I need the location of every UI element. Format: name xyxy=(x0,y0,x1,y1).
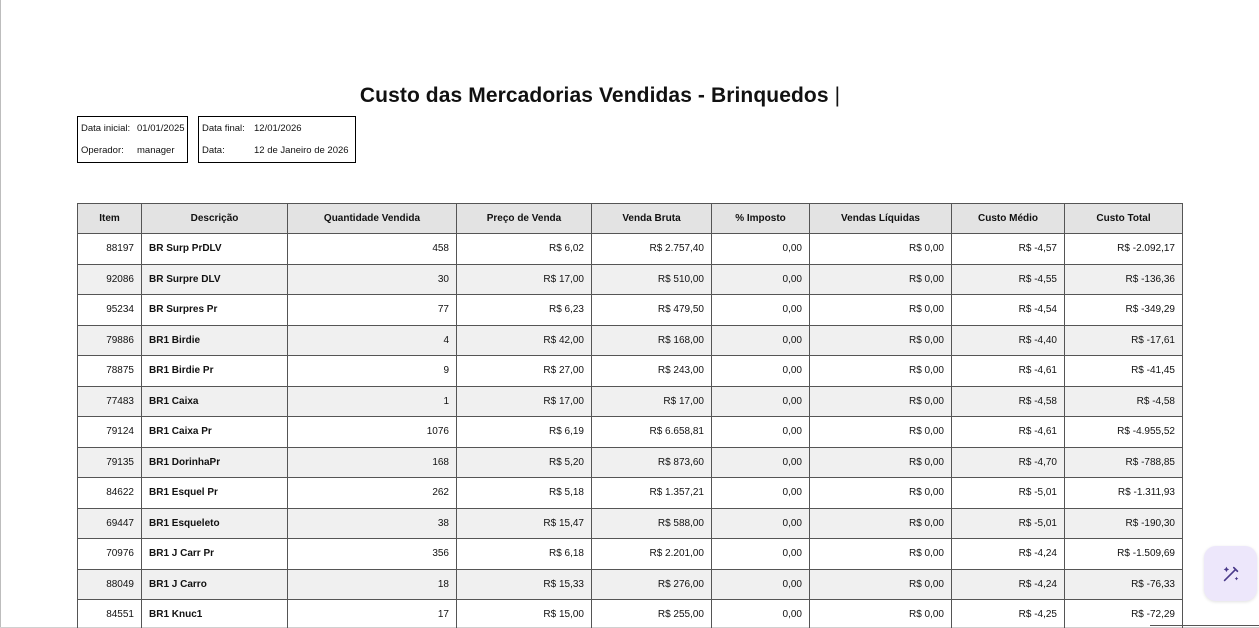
avg-cost-cell: R$ -4,58 xyxy=(952,386,1065,417)
net-sales-cell: R$ 0,00 xyxy=(810,478,952,509)
avg-cost-cell: R$ -4,40 xyxy=(952,325,1065,356)
price-cell: R$ 6,23 xyxy=(457,295,592,326)
table-row xyxy=(78,539,1183,570)
edit-fab-button[interactable] xyxy=(1204,546,1257,601)
total-cost-cell: R$ -72,29 xyxy=(1065,600,1183,628)
description-cell: BR1 Knuc1 xyxy=(142,600,288,628)
description-cell: BR1 Esqueleto xyxy=(142,508,288,539)
data-inicial-label: Data inicial: xyxy=(81,123,131,134)
table-row xyxy=(78,569,1183,600)
column-header: Quantidade Vendida xyxy=(288,204,457,234)
description-cell: BR1 Caixa xyxy=(142,386,288,417)
net-sales-cell: R$ 0,00 xyxy=(810,386,952,417)
column-header: Vendas Líquidas xyxy=(810,204,952,234)
item-cell: 77483 xyxy=(78,386,142,417)
column-header: Custo Médio xyxy=(952,204,1065,234)
report-table xyxy=(77,203,1183,628)
tax-cell: 0,00 xyxy=(712,478,810,509)
item-cell: 84551 xyxy=(78,600,142,628)
description-cell: BR1 DorinhaPr xyxy=(142,447,288,478)
report-title xyxy=(0,84,1200,108)
report-title-text: Custo das Mercadorias Vendidas - Brinquedos xyxy=(359,84,829,107)
item-cell: 78875 xyxy=(78,356,142,387)
item-cell: 95234 xyxy=(78,295,142,326)
gross-sales-cell: R$ 2.757,40 xyxy=(592,234,712,265)
quantity-cell: 18 xyxy=(288,569,457,600)
tax-cell: 0,00 xyxy=(712,295,810,326)
net-sales-cell: R$ 0,00 xyxy=(810,600,952,628)
avg-cost-cell: R$ -4,70 xyxy=(952,447,1065,478)
total-cost-cell: R$ -788,85 xyxy=(1065,447,1183,478)
description-cell: BR Surpre DLV xyxy=(142,264,288,295)
net-sales-cell: R$ 0,00 xyxy=(810,447,952,478)
price-cell: R$ 6,19 xyxy=(457,417,592,448)
avg-cost-cell: R$ -4,54 xyxy=(952,295,1065,326)
operador-value: manager xyxy=(137,145,175,156)
item-cell: 92086 xyxy=(78,264,142,295)
price-cell: R$ 5,18 xyxy=(457,478,592,509)
tax-cell: 0,00 xyxy=(712,325,810,356)
total-cost-cell: R$ -2.092,17 xyxy=(1065,234,1183,265)
tax-cell: 0,00 xyxy=(712,417,810,448)
description-cell: BR1 Caixa Pr xyxy=(142,417,288,448)
net-sales-cell: R$ 0,00 xyxy=(810,417,952,448)
item-cell: 70976 xyxy=(78,539,142,570)
table-row xyxy=(78,508,1183,539)
table-row xyxy=(78,600,1183,628)
tax-cell: 0,00 xyxy=(712,234,810,265)
wand-sparkle-icon xyxy=(1220,563,1242,585)
avg-cost-cell: R$ -5,01 xyxy=(952,508,1065,539)
total-cost-cell: R$ -76,33 xyxy=(1065,569,1183,600)
gross-sales-cell: R$ 1.357,21 xyxy=(592,478,712,509)
quantity-cell: 30 xyxy=(288,264,457,295)
gross-sales-cell: R$ 873,60 xyxy=(592,447,712,478)
data-inicial-value: 01/01/2025 xyxy=(137,123,185,134)
price-cell: R$ 27,00 xyxy=(457,356,592,387)
table-row xyxy=(78,447,1183,478)
column-header: Custo Total xyxy=(1065,204,1183,234)
column-header: Descrição xyxy=(142,204,288,234)
item-cell: 88049 xyxy=(78,569,142,600)
avg-cost-cell: R$ -4,55 xyxy=(952,264,1065,295)
quantity-cell: 1 xyxy=(288,386,457,417)
data-value: 12 de Janeiro de 2026 xyxy=(254,145,349,156)
gross-sales-cell: R$ 168,00 xyxy=(592,325,712,356)
tax-cell: 0,00 xyxy=(712,264,810,295)
description-cell: BR1 Birdie xyxy=(142,325,288,356)
gross-sales-cell: R$ 2.201,00 xyxy=(592,539,712,570)
tax-cell: 0,00 xyxy=(712,569,810,600)
avg-cost-cell: R$ -4,24 xyxy=(952,569,1065,600)
tax-cell: 0,00 xyxy=(712,508,810,539)
text-cursor: | xyxy=(834,84,841,107)
price-cell: R$ 6,02 xyxy=(457,234,592,265)
table-body xyxy=(78,234,1183,628)
table-row xyxy=(78,325,1183,356)
table-row xyxy=(78,386,1183,417)
price-cell: R$ 15,47 xyxy=(457,508,592,539)
price-cell: R$ 15,33 xyxy=(457,569,592,600)
description-cell: BR1 J Carro xyxy=(142,569,288,600)
avg-cost-cell: R$ -4,24 xyxy=(952,539,1065,570)
table-row xyxy=(78,264,1183,295)
price-cell: R$ 17,00 xyxy=(457,386,592,417)
description-cell: BR1 Esquel Pr xyxy=(142,478,288,509)
tax-cell: 0,00 xyxy=(712,539,810,570)
column-header: Venda Bruta xyxy=(592,204,712,234)
item-cell: 79886 xyxy=(78,325,142,356)
net-sales-cell: R$ 0,00 xyxy=(810,234,952,265)
total-cost-cell: R$ -136,36 xyxy=(1065,264,1183,295)
quantity-cell: 17 xyxy=(288,600,457,628)
avg-cost-cell: R$ -5,01 xyxy=(952,478,1065,509)
net-sales-cell: R$ 0,00 xyxy=(810,356,952,387)
quantity-cell: 262 xyxy=(288,478,457,509)
gross-sales-cell: R$ 6.658,81 xyxy=(592,417,712,448)
gross-sales-cell: R$ 479,50 xyxy=(592,295,712,326)
gross-sales-cell: R$ 255,00 xyxy=(592,600,712,628)
total-cost-cell: R$ -4,58 xyxy=(1065,386,1183,417)
quantity-cell: 1076 xyxy=(288,417,457,448)
info-box-end xyxy=(198,116,356,163)
column-header: Item xyxy=(78,204,142,234)
gross-sales-cell: R$ 17,00 xyxy=(592,386,712,417)
price-cell: R$ 17,00 xyxy=(457,264,592,295)
gross-sales-cell: R$ 276,00 xyxy=(592,569,712,600)
table-row xyxy=(78,417,1183,448)
avg-cost-cell: R$ -4,25 xyxy=(952,600,1065,628)
item-cell: 88197 xyxy=(78,234,142,265)
quantity-cell: 168 xyxy=(288,447,457,478)
net-sales-cell: R$ 0,00 xyxy=(810,264,952,295)
quantity-cell: 356 xyxy=(288,539,457,570)
gross-sales-cell: R$ 243,00 xyxy=(592,356,712,387)
quantity-cell: 4 xyxy=(288,325,457,356)
table-row xyxy=(78,234,1183,265)
gross-sales-cell: R$ 588,00 xyxy=(592,508,712,539)
price-cell: R$ 15,00 xyxy=(457,600,592,628)
description-cell: BR Surpres Pr xyxy=(142,295,288,326)
table-row xyxy=(78,478,1183,509)
data-final-value: 12/01/2026 xyxy=(254,123,302,134)
item-cell: 79135 xyxy=(78,447,142,478)
total-cost-cell: R$ -190,30 xyxy=(1065,508,1183,539)
item-cell: 69447 xyxy=(78,508,142,539)
total-cost-cell: R$ -4.955,52 xyxy=(1065,417,1183,448)
total-cost-cell: R$ -41,45 xyxy=(1065,356,1183,387)
table-row xyxy=(78,356,1183,387)
net-sales-cell: R$ 0,00 xyxy=(810,508,952,539)
tax-cell: 0,00 xyxy=(712,447,810,478)
item-cell: 79124 xyxy=(78,417,142,448)
operador-label: Operador: xyxy=(81,145,124,156)
price-cell: R$ 6,18 xyxy=(457,539,592,570)
gross-sales-cell: R$ 510,00 xyxy=(592,264,712,295)
description-cell: BR1 J Carr Pr xyxy=(142,539,288,570)
total-cost-cell: R$ -17,61 xyxy=(1065,325,1183,356)
quantity-cell: 458 xyxy=(288,234,457,265)
item-cell: 84622 xyxy=(78,478,142,509)
description-cell: BR Surp PrDLV xyxy=(142,234,288,265)
quantity-cell: 77 xyxy=(288,295,457,326)
tax-cell: 0,00 xyxy=(712,600,810,628)
tax-cell: 0,00 xyxy=(712,386,810,417)
net-sales-cell: R$ 0,00 xyxy=(810,539,952,570)
description-cell: BR1 Birdie Pr xyxy=(142,356,288,387)
total-cost-cell: R$ -1.509,69 xyxy=(1065,539,1183,570)
quantity-cell: 38 xyxy=(288,508,457,539)
quantity-cell: 9 xyxy=(288,356,457,387)
total-cost-cell: R$ -349,29 xyxy=(1065,295,1183,326)
column-header: % Imposto xyxy=(712,204,810,234)
column-header: Preço de Venda xyxy=(457,204,592,234)
avg-cost-cell: R$ -4,57 xyxy=(952,234,1065,265)
avg-cost-cell: R$ -4,61 xyxy=(952,356,1065,387)
price-cell: R$ 42,00 xyxy=(457,325,592,356)
data-label: Data: xyxy=(202,145,225,156)
avg-cost-cell: R$ -4,61 xyxy=(952,417,1065,448)
net-sales-cell: R$ 0,00 xyxy=(810,295,952,326)
price-cell: R$ 5,20 xyxy=(457,447,592,478)
table-header-row xyxy=(78,204,1183,234)
tax-cell: 0,00 xyxy=(712,356,810,387)
net-sales-cell: R$ 0,00 xyxy=(810,569,952,600)
net-sales-cell: R$ 0,00 xyxy=(810,325,952,356)
info-box-start xyxy=(77,116,188,163)
table-row xyxy=(78,295,1183,326)
total-cost-cell: R$ -1.311,93 xyxy=(1065,478,1183,509)
data-final-label: Data final: xyxy=(202,123,245,134)
